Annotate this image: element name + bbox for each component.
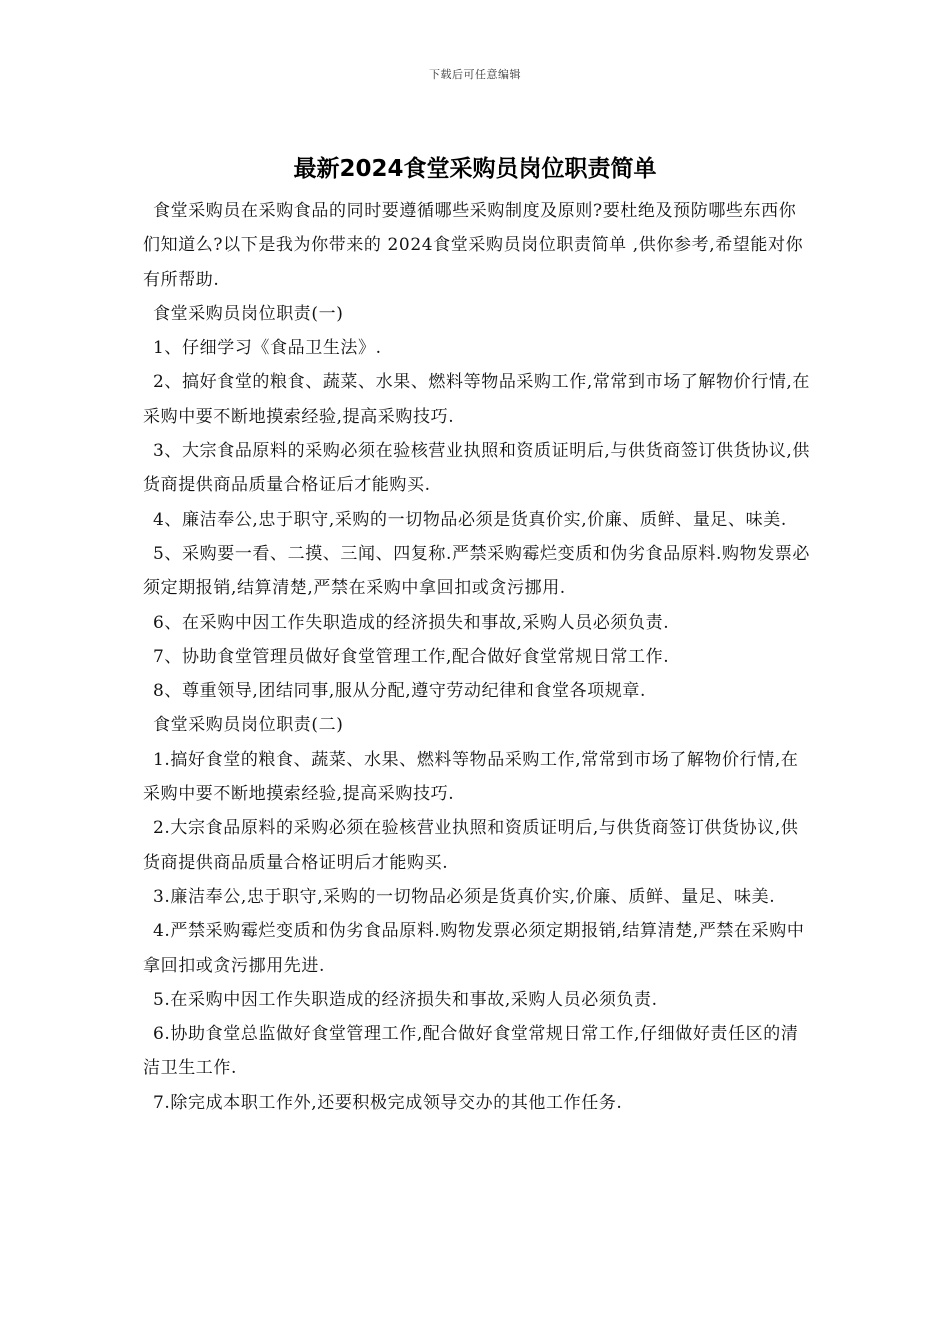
section1-item-1: 1、仔细学习《食品卫生法》. — [153, 338, 382, 359]
section1-item-6: 6、在采购中因工作失职造成的经济损失和事故,采购人员必须负责. — [153, 612, 670, 633]
document-title: 最新2024食堂采购员岗位职责简单 — [293, 156, 657, 182]
section2-item-7: 7.除完成本职工作外,还要积极完成领导交办的其他工作任务. — [153, 1092, 623, 1113]
section2-item-2: 2.大宗食品原料的采购必须在验核营业执照和资质证明后,与供货商签订供货协议,供货商提供商品质量合格证明后才能购买. — [143, 818, 799, 873]
document-body — [143, 194, 811, 1120]
section2-item-5: 5.在采购中因工作失职造成的经济损失和事故,采购人员必须负责. — [153, 989, 658, 1010]
section1-item-7: 7、协助食堂管理员做好食堂管理工作,配合做好食堂常规日常工作. — [153, 646, 670, 667]
section2-heading: 食堂采购员岗位职责(二) — [153, 715, 344, 736]
intro-paragraph: 食堂采购员在采购食品的同时要遵循哪些采购制度及原则?要杜绝及预防哪些东西你们知道么?以下是我为你带来的 2024食堂采购员岗位职责简单 ,供你参考,希望能对你有所帮助. — [143, 201, 804, 290]
header-note: 下载后可任意编辑 — [429, 68, 521, 81]
section1-item-4: 4、廉洁奉公,忠于职守,采购的一切物品必须是货真价实,价廉、质鲜、量足、味美. — [153, 509, 787, 530]
section2-item-6: 6.协助食堂总监做好食堂管理工作,配合做好食堂常规日常工作,仔细做好责任区的清洁卫生工作. — [143, 1024, 799, 1079]
section1-heading: 食堂采购员岗位职责(一) — [153, 303, 344, 324]
section2-item-1: 1.搞好食堂的粮食、蔬菜、水果、燃料等物品采购工作,常常到市场了解物价行情,在采购中要不断地摸索经验,提高采购技巧. — [143, 749, 799, 805]
section1-item-3: 3、大宗食品原料的采购必须在验核营业执照和资质证明后,与供货商签订供货协议,供货商提供商品质量合格证后才能购买. — [143, 441, 811, 496]
section2-item-4: 4.严禁采购霉烂变质和伪劣食品原料.购物发票必须定期报销,结算清楚,严禁在采购中拿回扣或贪污挪用先进. — [143, 921, 805, 976]
section1-item-8: 8、尊重领导,团结同事,服从分配,遵守劳动纪律和食堂各项规章. — [153, 681, 647, 702]
section1-item-5: 5、采购要一看、二摸、三闻、四复称.严禁采购霉烂变质和伪劣食品原料.购物发票必须定期报销,结算清楚,严禁在采购中拿回扣或贪污挪用. — [143, 543, 811, 599]
section1-item-2: 2、搞好食堂的粮食、蔬菜、水果、燃料等物品采购工作,常常到市场了解物价行情,在采购中要不断地摸索经验,提高采购技巧. — [143, 372, 811, 427]
section2-item-3: 3.廉洁奉公,忠于职守,采购的一切物品必须是货真价实,价廉、质鲜、量足、味美. — [153, 886, 776, 907]
